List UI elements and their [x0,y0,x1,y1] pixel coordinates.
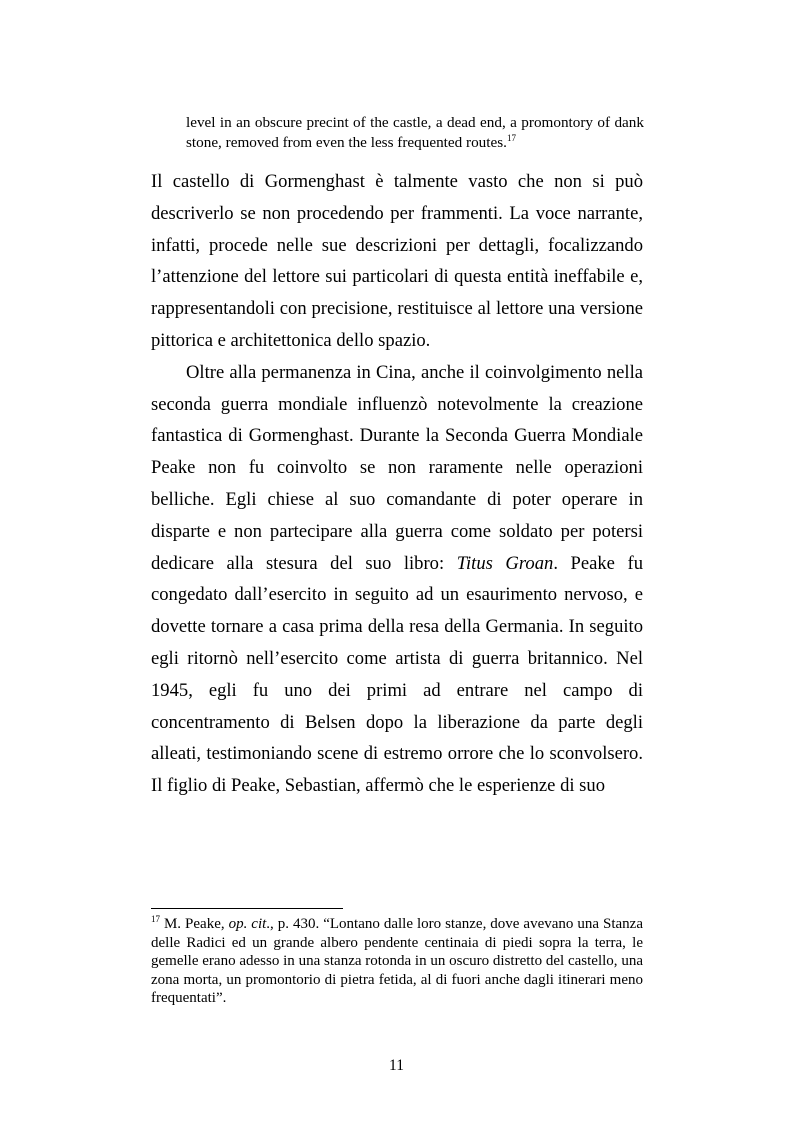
paragraph-text-after: . Peake fu congedato dall’esercito in seguito ad un esaurimento nervoso, e dovette tornare a casa prima della resa della Germania. In seguito egli ritornò nell’esercito come artista di guerra britannico. Nel 1945, egli fu uno dei primi ad entrare nel campo di concentramento di Belsen dopo la liberazione da parte degli alleati, testimoniando scene di estremo orrore che lo sconvolsero. Il figlio di Peake, Sebastian, affermò che le esperienze di suo [151,552,643,797]
footnote-separator [151,908,343,909]
book-title: Titus Groan [456,552,554,574]
footnote-number: 17 [151,914,160,924]
footnote-reference: 17 [506,132,516,143]
footnote-paragraph [151,915,643,1008]
footnote [151,915,643,1008]
block-quote [186,113,644,152]
body-text [151,166,643,802]
quote-text: level in an obscure precint of the castle, a dead end, a promontory of dank stone, removed from even the less frequented routes. [186,114,644,151]
quote-paragraph [186,113,644,152]
footnote-op-cit: op. cit [228,916,267,932]
footnote-author: M. Peake, [160,916,229,932]
footnote-text: ., p. 430. “Lontano dalle loro stanze, dove avevano una Stanza delle Radici ed un grande albero pendente centinaia di piedi sopra la terra, le gemelle erano adesso in una stanza rotonda in un oscuro distretto del castello, una zona morta, un promontorio di pietra fetida, al di fuori anche dagli itinerari meno frequentati”. [151,916,643,1007]
paragraph-castle-description: Il castello di Gormenghast è talmente vasto che non si può descriverlo se non procedendo per frammenti. La voce narrante, infatti, procede nelle sue descrizioni per dettagli, focalizzando l’attenzione del lettore sui particolari di questa entità ineffabile e, rappresentandoli con precisione, restituisce al lettore una versione pittorica e architettonica dello spazio. [151,171,643,351]
paragraph-text-before: Oltre alla permanenza in Cina, anche il coinvolgimento nella seconda guerra mondiale influenzò notevolmente la creazione fantastica di Gormenghast. Durante la Seconda Guerra Mondiale Peake non fu coinvolto se non raramente nelle operazioni belliche. Egli chiese al suo comandante di poter operare in disparte e non partecipare alla guerra come soldato per potersi dedicare alla stesura del suo libro: [151,361,643,574]
paragraph-war-influence [151,357,643,802]
page-number: 11 [389,1057,404,1074]
